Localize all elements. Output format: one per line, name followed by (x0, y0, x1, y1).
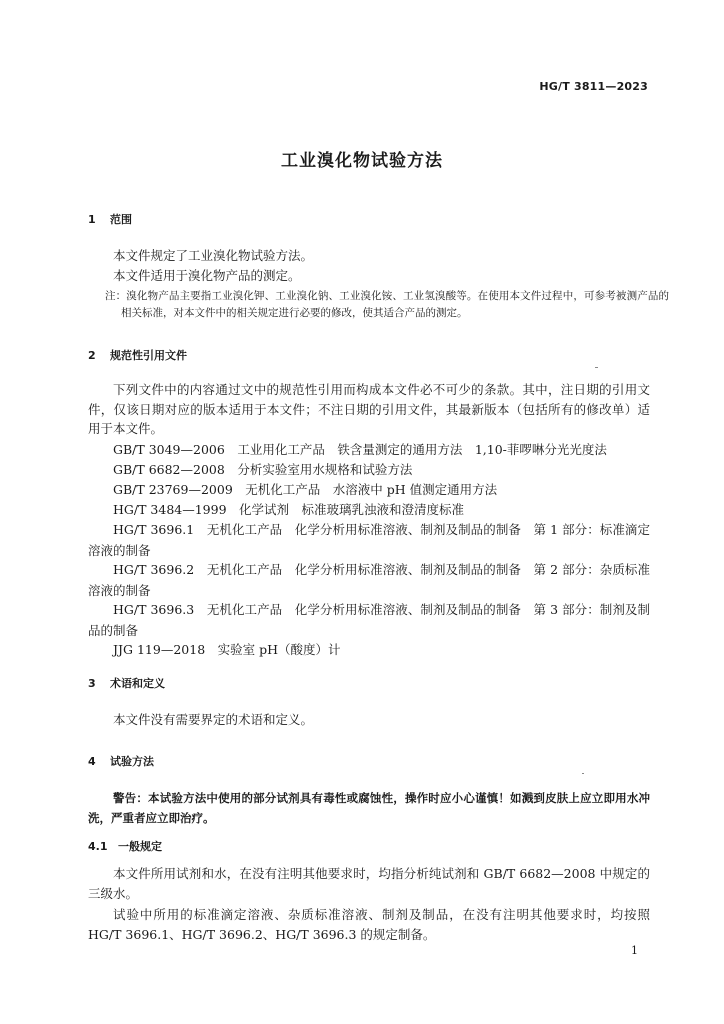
scan-speck (595, 367, 598, 368)
general-paragraph-2: 试验中所用的标准滴定溶液、杂质标准溶液、制剂及制品，在没有注明其他要求时，均按照 HG/T 3696.1、HG/T 3696.2、HG/T 3696.3 的规定制备。 (88, 907, 650, 942)
reference-item: HG/T 3696.3 无机化工产品 化学分析用标准溶液、制剂及制品的制备 第 3 部分：制剂及制品的制备 (88, 602, 650, 638)
general-paragraph-1: 本文件所用试剂和水，在没有注明其他要求时，均指分析纯试剂和 GB/T 6682—2008 中规定的三级水。 (88, 866, 650, 901)
section-heading-normative (88, 347, 187, 363)
subsection-number: 4.1 (88, 840, 108, 853)
reference-item: GB/T 6682—2008 分析实验室用水规格和试验方法 (113, 462, 413, 477)
section-title: 范围 (110, 213, 132, 226)
subsection-title: 一般规定 (118, 840, 162, 853)
scope-paragraph-2: 本文件适用于溴化物产品的测定。 (113, 268, 301, 283)
section-title: 规范性引用文件 (110, 349, 187, 362)
scope-paragraph-1: 本文件规定了工业溴化物试验方法。 (113, 248, 314, 263)
scope-note: 注：溴化物产品主要指工业溴化钾、工业溴化钠、工业溴化铵、工业氢溴酸等。在使用本文件过程中，可参考被测产品的相关标准，对本文件中的相关规定进行必要的修改，使其适合产品的测定。 (105, 290, 669, 319)
section-heading-scope (88, 211, 132, 227)
document-id: HG/T 3811—2023 (539, 80, 648, 93)
reference-item: GB/T 3049—2006 工业用化工产品 铁含量测定的通用方法 1,10-菲啰啉分光光度法 (113, 442, 607, 457)
subsection-heading-general (88, 838, 162, 854)
terms-text: 本文件没有需要界定的术语和定义。 (113, 712, 314, 727)
section-heading-terms (88, 675, 165, 691)
page-number: 1 (631, 944, 638, 957)
safety-warning: 警告：本试验方法中使用的部分试剂具有毒性或腐蚀性，操作时应小心谨慎！如溅到皮肤上应立即用水冲洗，严重者应立即治疗。 (88, 791, 650, 825)
reference-item: HG/T 3484—1999 化学试剂 标准玻璃乳浊液和澄清度标准 (113, 502, 465, 517)
page-title: 工业溴化物试验方法 (281, 151, 443, 171)
normative-intro: 下列文件中的内容通过文中的规范性引用而构成本文件必不可少的条款。其中，注日期的引用文件，仅该日期对应的版本适用于本文件；不注日期的引用文件，其最新版本（包括所有的修改单）适用于本文件。 (88, 382, 650, 436)
section-number: 1 (88, 213, 96, 226)
scan-speck (582, 773, 584, 774)
reference-item: GB/T 23769—2009 无机化工产品 水溶液中 pH 值测定通用方法 (113, 482, 498, 497)
section-number: 4 (88, 755, 96, 768)
section-number: 3 (88, 677, 96, 690)
section-number: 2 (88, 349, 96, 362)
reference-item: HG/T 3696.2 无机化工产品 化学分析用标准溶液、制剂及制品的制备 第 2 部分：杂质标准溶液的制备 (88, 562, 650, 598)
section-title: 术语和定义 (110, 677, 165, 690)
reference-item: JJG 119—2018 实验室 pH（酸度）计 (113, 642, 341, 657)
reference-item: HG/T 3696.1 无机化工产品 化学分析用标准溶液、制剂及制品的制备 第 1 部分：标准滴定溶液的制备 (88, 522, 650, 558)
section-heading-methods (88, 753, 154, 769)
section-title: 试验方法 (110, 755, 154, 768)
